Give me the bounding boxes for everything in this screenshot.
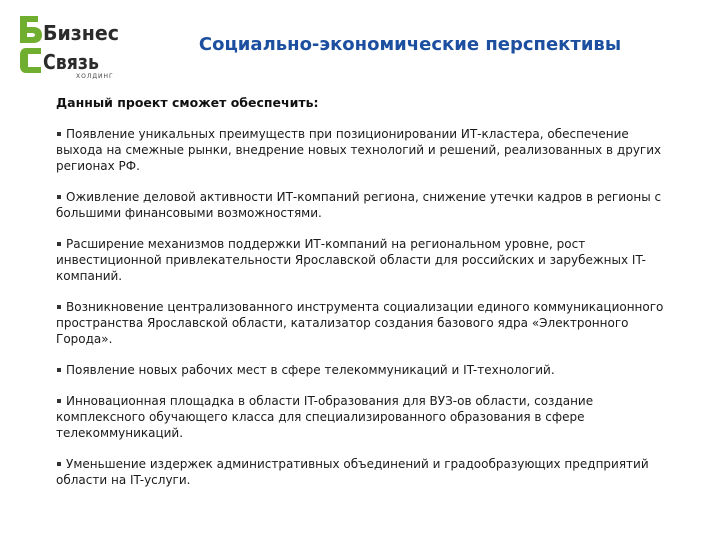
- bullet-icon: [57, 242, 61, 246]
- list-item-text: Инновационная площадка в области IT-образования для ВУЗ-ов области, создание комплексного обучающего класса для специализированного образования в сфере телекоммуникаций.: [56, 394, 594, 440]
- bullet-icon: [57, 399, 61, 403]
- list-item: [56, 189, 676, 221]
- bullet-icon: [57, 132, 61, 136]
- bullet-icon: [57, 462, 61, 466]
- logo-line1: Бизнес: [43, 21, 119, 45]
- page-title: Социально-экономические перспективы: [198, 34, 622, 55]
- list-item: [56, 362, 676, 378]
- bullet-icon: [57, 305, 61, 309]
- company-logo: [16, 14, 128, 80]
- list-item-text: Появление новых рабочих мест в сфере телекоммуникаций и IT-технологий.: [66, 363, 555, 377]
- list-item-text: Оживление деловой активности ИТ-компаний региона, снижение утечки кадров в регионы с большими финансовыми возможностями.: [56, 190, 662, 220]
- list-item: [56, 236, 676, 284]
- list-item-text: Расширение механизмов поддержки ИТ-компаний на региональном уровне, рост инвестиционной привлекательности Ярославской области для российских и зарубежных IT-компаний.: [56, 237, 646, 283]
- bullet-icon: [57, 368, 61, 372]
- logo-line2: Связь: [43, 50, 99, 74]
- company-logo-graphic: [16, 14, 128, 80]
- list-item: [56, 126, 676, 174]
- list-item-text: Возникновение централизованного инструмента социализации единого коммуникационного пространства Ярославской области, катализатор создания базового ядра «Электронного Города».: [56, 300, 664, 346]
- bullet-icon: [57, 195, 61, 199]
- logo-subtitle: ХОЛДИНГ: [76, 73, 114, 80]
- list-item-text: Появление уникальных преимуществ при позиционировании ИТ-кластера, обеспечение выхода на смежные рынки, внедрение новых технологий и решений, реализованных в других регионах РФ.: [56, 127, 662, 173]
- list-item: [56, 393, 676, 441]
- list-item-text: Уменьшение издержек административных объединений и градообразующих предприятий области на IT-услуги.: [56, 457, 649, 487]
- list-item: [56, 299, 676, 347]
- benefits-list: [56, 126, 676, 503]
- list-item: [56, 456, 676, 488]
- lead-text: Данный проект сможет обеспечить:: [56, 95, 319, 110]
